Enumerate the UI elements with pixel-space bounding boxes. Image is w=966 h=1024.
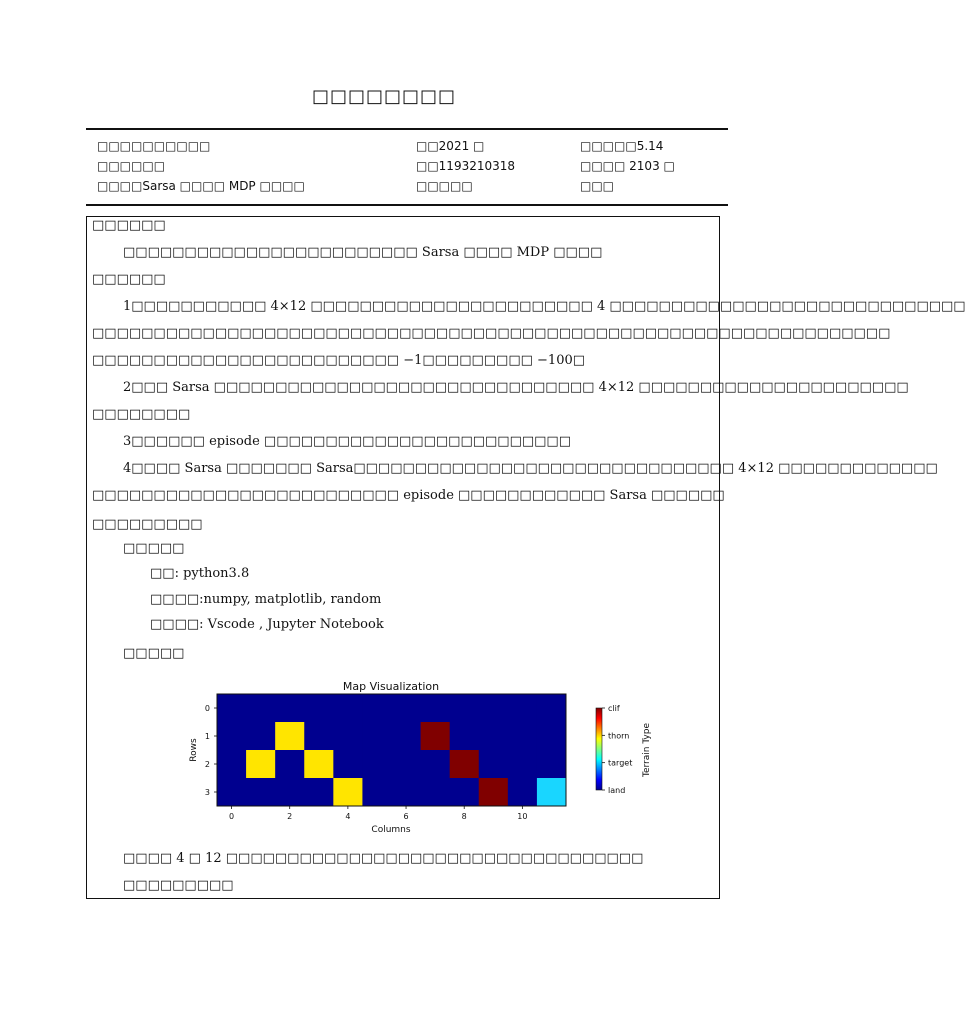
colorbar-tick-label: thorn <box>608 731 630 741</box>
heatmap-cell-land <box>246 694 275 722</box>
content-item-3: 3□□□□□□ episode □□□□□□□□□□□□□□□□□□□□□□□□□ <box>123 434 571 449</box>
heatmap-cells <box>217 694 566 806</box>
page-title: □□□□□□□□ <box>311 86 457 107</box>
score: □□□ <box>580 179 615 193</box>
colorbar-ticks <box>602 704 632 795</box>
heatmap-cell-thorn <box>333 778 362 806</box>
content-item-1-line-2: □□□□□□□□□□□□□□□□□□□□□□□□□□□□□□□□□□□□□□□□□□□□□□□□□□□□□□□□□□□□□□□□□ <box>92 326 891 341</box>
content-item-4-line-1: 4□□□□ Sarsa □□□□□□□ Sarsa□□□□□□□□□□□□□□□□□□□□□□□□□□□□□□□ 4×12 □□□□□□□□□□□□□ <box>123 461 938 476</box>
x-tick-label: 0 <box>228 812 235 821</box>
aim-text: □□□□□□□□□□□□□□□□□□□□□□□□ Sarsa □□□□ MDP □□□□ <box>123 245 603 260</box>
y-tick-label: 2 <box>204 760 210 769</box>
course-name: □□□□□□□□□□ <box>97 139 211 153</box>
colorbar-label: Terrain Type <box>642 723 652 777</box>
colorbar-tick-label: land <box>608 786 626 795</box>
heatmap-cell-land <box>362 722 391 750</box>
heatmap-cell-land <box>479 750 508 778</box>
y-tick-label: 0 <box>204 704 210 713</box>
heatmap-cell-land <box>392 778 421 806</box>
experiment-title: □□□□Sarsa □□□□ MDP □□□□ <box>97 179 305 193</box>
teacher: □□□□□ <box>416 179 473 193</box>
heatmap-cell-thorn <box>275 722 304 750</box>
date: □□□□□5.14 <box>580 139 664 153</box>
heatmap-cell-land <box>333 750 362 778</box>
y-axis-ticks <box>205 704 217 797</box>
content-item-2-line-2: □□□□□□□□ <box>92 407 191 422</box>
env-language: □□: python3.8 <box>150 566 250 581</box>
heatmap-cell-land <box>421 778 450 806</box>
header-bottom-rule <box>86 204 728 206</box>
heatmap-cell-land <box>246 722 275 750</box>
heatmap-cell-land <box>217 750 246 778</box>
colorbar-tick-label: target <box>608 758 633 768</box>
student-name: □□□□□□ <box>97 159 166 173</box>
heatmap-cell-land <box>333 694 362 722</box>
subheading-next: □□□□□□□□□ <box>123 878 234 893</box>
y-tick-label: 3 <box>204 788 210 797</box>
subheading-environment: □□□□□ <box>123 541 185 556</box>
heatmap-cell-land <box>217 694 246 722</box>
student-id: □□1193210318 <box>416 159 516 173</box>
heatmap-cell-land <box>362 750 391 778</box>
y-tick-label: 1 <box>204 732 210 741</box>
heatmap-cell-land <box>537 750 566 778</box>
heatmap-cell-land <box>450 694 479 722</box>
heatmap-cell-land <box>246 778 275 806</box>
heatmap-cell-land <box>304 722 333 750</box>
heatmap-cell-land <box>508 722 537 750</box>
heatmap-cell-land <box>392 694 421 722</box>
heatmap-cell-land <box>275 778 304 806</box>
heatmap-cell-thorn <box>304 750 333 778</box>
header-top-rule <box>86 128 728 130</box>
heatmap-cell-thorn <box>246 750 275 778</box>
section-heading-content: □□□□□□ <box>92 272 166 287</box>
heatmap-cell-land <box>450 722 479 750</box>
env-tools: □□□□: Vscode , Jupyter Notebook <box>150 617 384 632</box>
heatmap-cell-land <box>392 722 421 750</box>
heatmap-cell-land <box>508 750 537 778</box>
x-tick-label: 4 <box>345 812 351 821</box>
heatmap-cell-land <box>421 750 450 778</box>
x-axis-label: Columns <box>371 825 411 835</box>
x-tick-label: 10 <box>517 812 528 821</box>
x-tick-label: 2 <box>287 812 293 821</box>
heatmap-cell-land <box>333 722 362 750</box>
heatmap-cell-land <box>275 750 304 778</box>
colorbar <box>596 708 602 790</box>
heatmap-cell-land <box>421 694 450 722</box>
map-visualization-chart <box>186 674 666 840</box>
env-libraries: □□□□:numpy, matplotlib, random <box>150 592 382 607</box>
heatmap-cell-land <box>304 778 333 806</box>
class-number: □□□□ 2103 □ <box>580 159 675 173</box>
heatmap-cell-land <box>362 694 391 722</box>
content-item-1-line-1: 1□□□□□□□□□□□ 4×12 □□□□□□□□□□□□□□□□□□□□□□□ 4 □□□□□□□□□□□□□□□□□□□□□□□□□□□□□ <box>123 299 966 314</box>
chart-title: Map Visualization <box>342 680 440 693</box>
heatmap-cell-land <box>537 694 566 722</box>
heatmap-cell-clif <box>450 750 479 778</box>
heatmap-cell-clif <box>421 722 450 750</box>
heatmap-cell-land <box>392 750 421 778</box>
heatmap-cell-land <box>508 694 537 722</box>
subheading-map: □□□□□ <box>123 646 185 661</box>
grade: □□2021 □ <box>416 139 485 153</box>
heatmap-cell-land <box>275 694 304 722</box>
y-axis-label: Rows <box>189 738 199 762</box>
content-item-4-line-2: □□□□□□□□□□□□□□□□□□□□□□□□□ episode □□□□□□□□□□□□ Sarsa □□□□□□ <box>92 488 725 503</box>
heatmap-cell-land <box>479 722 508 750</box>
heatmap-cell-land <box>304 694 333 722</box>
section-heading-procedure: □□□□□□□□□ <box>92 517 203 532</box>
heatmap-cell-land <box>508 778 537 806</box>
colorbar-tick-label: clif <box>608 704 620 713</box>
heatmap-cell-clif <box>479 778 508 806</box>
heatmap-cell-land <box>362 778 391 806</box>
content-item-1-line-3: □□□□□□□□□□□□□□□□□□□□□□□□□ −1□□□□□□□□□ −100□ <box>92 353 586 368</box>
heatmap-cell-land <box>537 722 566 750</box>
x-axis-ticks <box>229 806 527 821</box>
heatmap-cell-land <box>450 778 479 806</box>
x-tick-label: 8 <box>461 812 467 821</box>
map-caption: □□□□ 4 □ 12 □□□□□□□□□□□□□□□□□□□□□□□□□□□□□□□□□□ <box>123 851 644 866</box>
x-tick-label: 6 <box>403 812 409 821</box>
heatmap-cell-land <box>217 778 246 806</box>
section-heading-aim: □□□□□□ <box>92 218 166 233</box>
heatmap-cell-target <box>537 778 566 806</box>
heatmap-cell-land <box>479 694 508 722</box>
content-item-2-line-1: 2□□□ Sarsa □□□□□□□□□□□□□□□□□□□□□□□□□□□□□□□ 4×12 □□□□□□□□□□□□□□□□□□□□□□ <box>123 380 909 395</box>
heatmap-cell-land <box>217 722 246 750</box>
